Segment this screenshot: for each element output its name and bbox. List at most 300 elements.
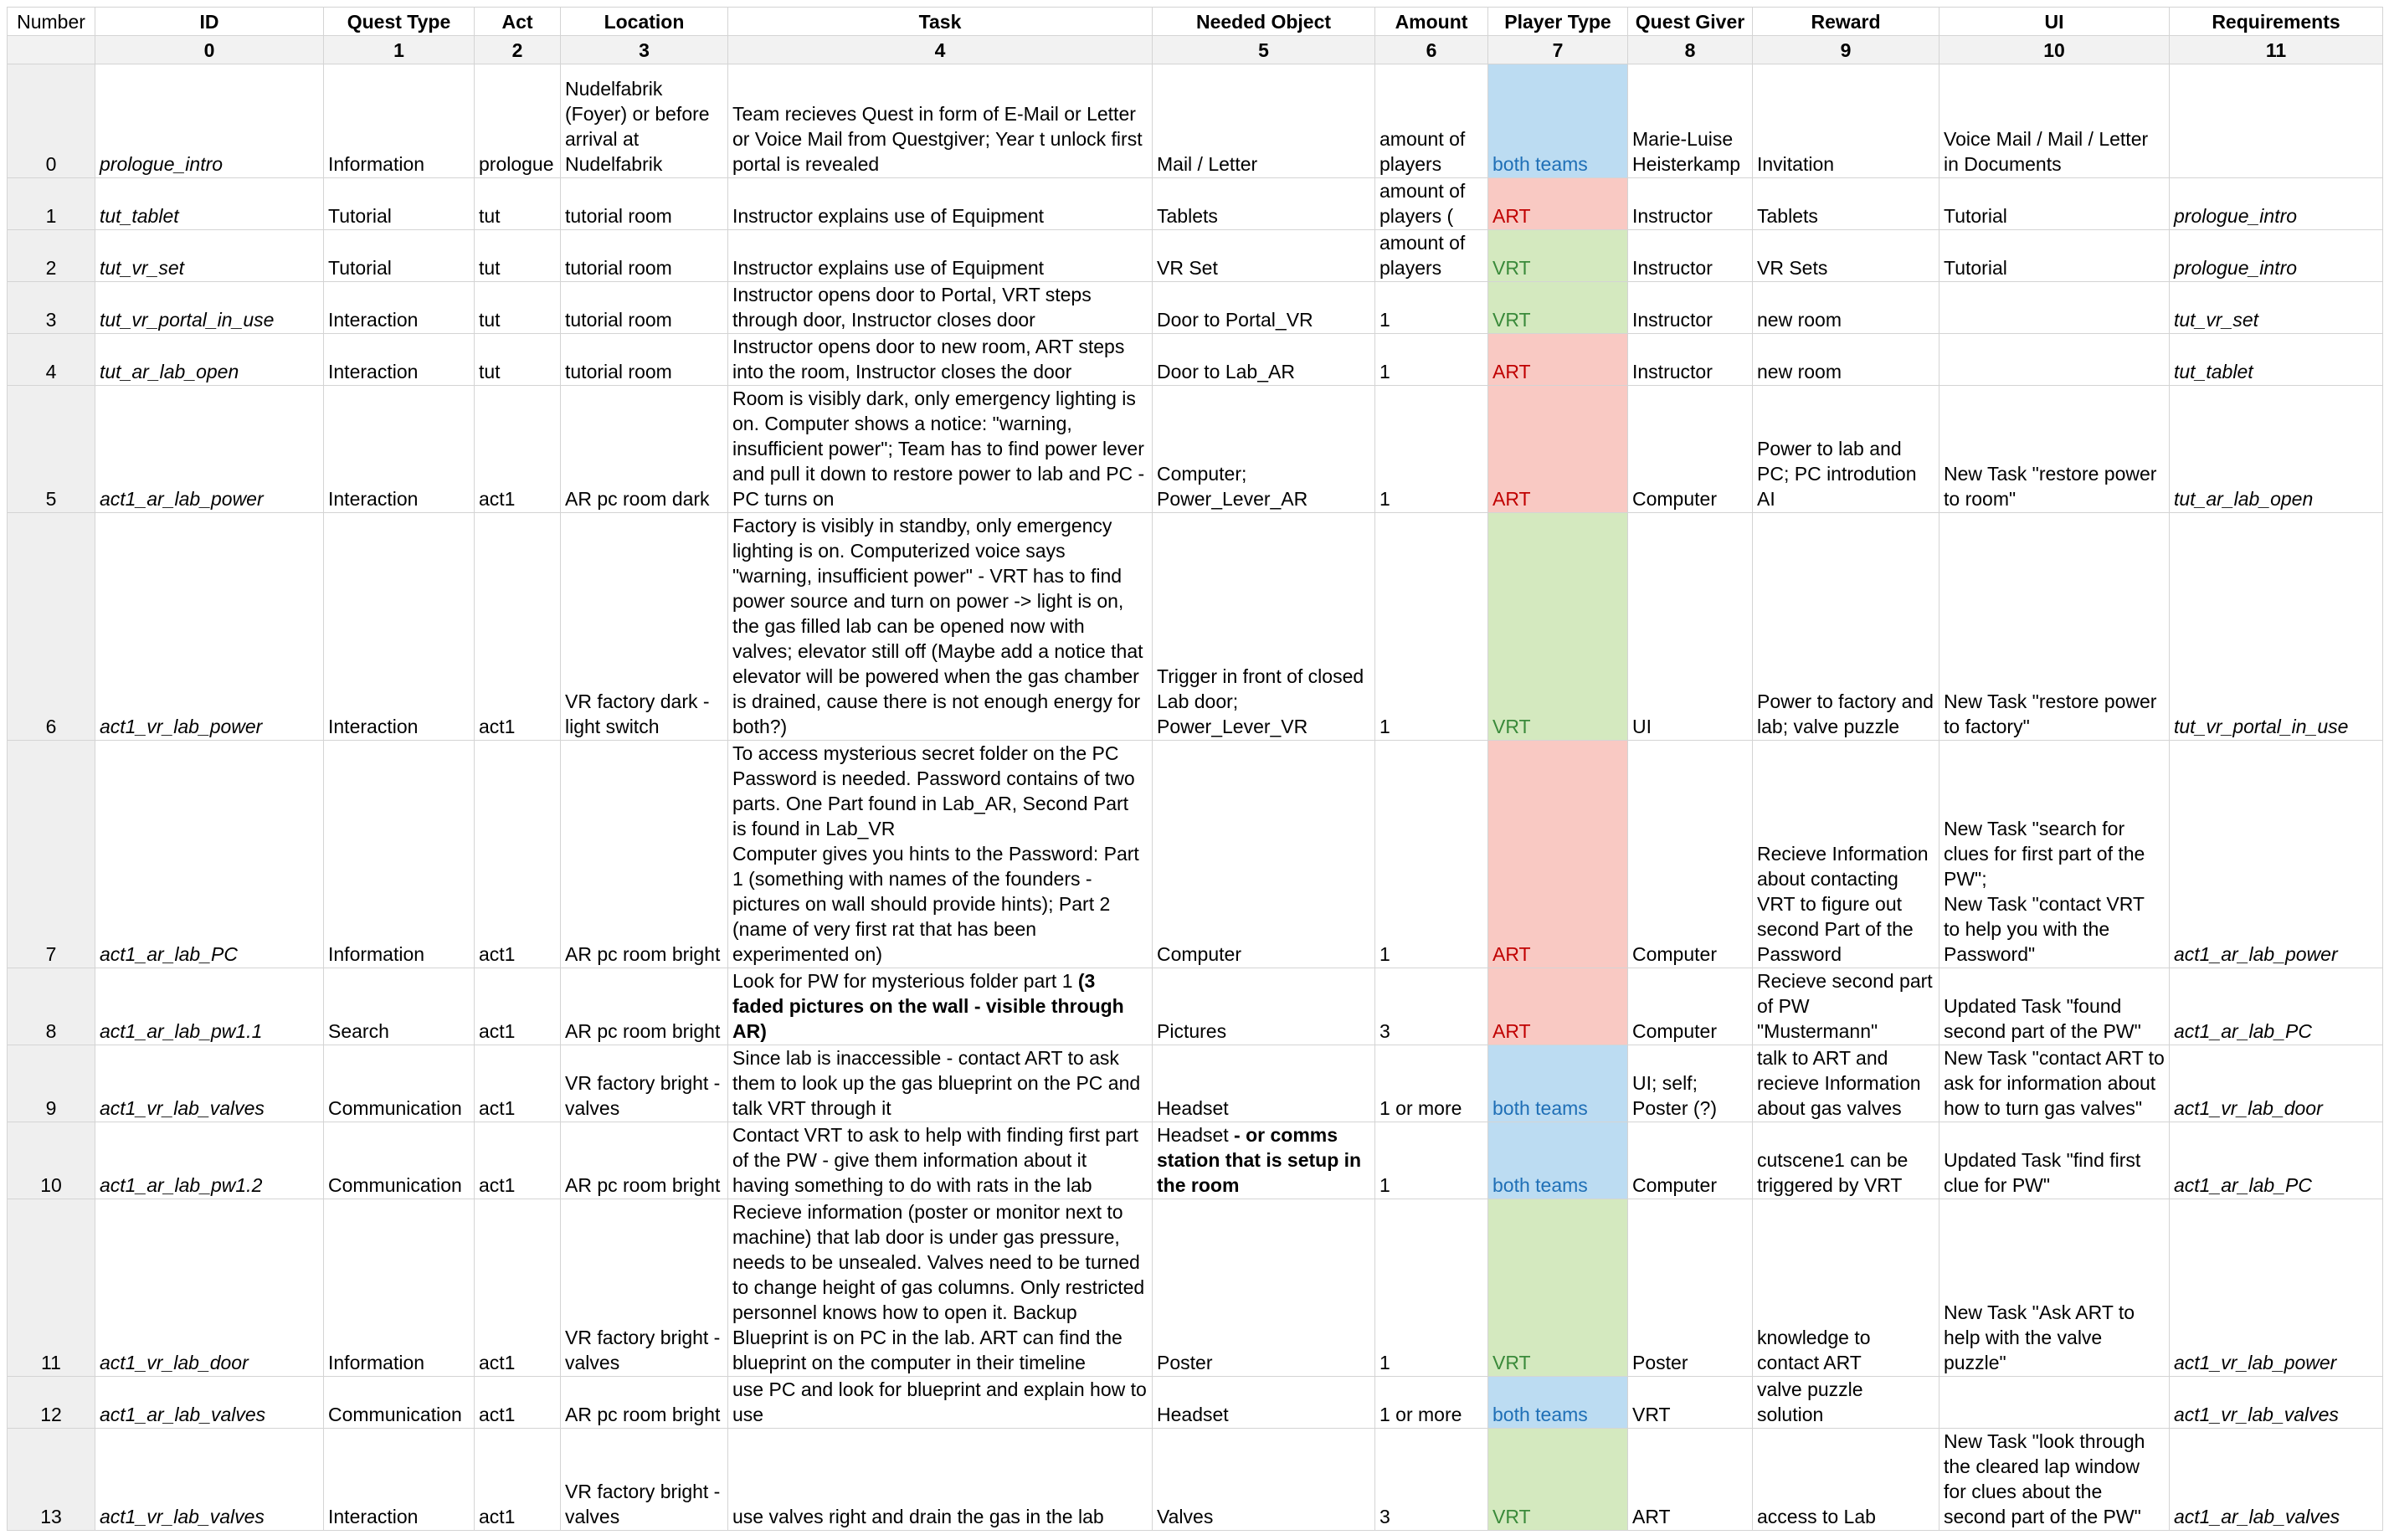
row-number-cell[interactable] [8, 334, 95, 386]
row-number-cell[interactable] [8, 1199, 95, 1377]
location-cell[interactable] [561, 282, 728, 334]
column-index-cell[interactable]: 9 [1753, 36, 1939, 64]
location-cell[interactable] [561, 968, 728, 1045]
row-number-text: 12 [40, 1404, 62, 1425]
table-row [8, 513, 2383, 741]
player-type-cell[interactable] [1488, 1045, 1628, 1122]
quest-giver-cell[interactable] [1628, 1122, 1753, 1199]
needed-object-cell[interactable] [1153, 1429, 1375, 1531]
amount-cell[interactable] [1375, 282, 1488, 334]
requirements-cell[interactable] [2170, 1199, 2383, 1377]
location-cell[interactable] [561, 1199, 728, 1377]
ui-cell[interactable] [1939, 1429, 2170, 1531]
act-cell[interactable] [475, 513, 561, 741]
task-text: use PC and look for blueprint and explain how to use [732, 1378, 1147, 1425]
player-type-cell[interactable] [1488, 230, 1628, 282]
ui-cell[interactable] [1939, 513, 2170, 741]
location-text: AR pc room dark [565, 488, 710, 510]
ui-cell[interactable] [1939, 334, 2170, 386]
location-cell[interactable] [561, 178, 728, 230]
location-cell[interactable] [561, 741, 728, 968]
quest-rows [8, 64, 2383, 1531]
quest-id-cell[interactable] [95, 282, 324, 334]
quest-id-cell[interactable] [95, 1429, 324, 1531]
row-number-cell[interactable] [8, 513, 95, 741]
quest-id-text: act1_ar_lab_pw1.1 [100, 1020, 263, 1042]
column-index-cell[interactable]: 5 [1153, 36, 1375, 64]
player-type-text: VRT [1492, 1352, 1531, 1373]
reward-cell[interactable] [1753, 230, 1939, 282]
needed-object-text: Headset [1157, 1404, 1229, 1425]
quest-type-cell[interactable] [324, 968, 475, 1045]
quest-giver-text: Computer [1632, 1174, 1717, 1196]
column-header[interactable]: Needed Object [1153, 8, 1375, 36]
needed-object-text: Headset [1157, 1124, 1229, 1146]
amount-cell[interactable] [1375, 1122, 1488, 1199]
quest-id-cell[interactable] [95, 741, 324, 968]
location-text: VR factory bright - valves [565, 1481, 721, 1527]
player-type-text: ART [1492, 205, 1531, 227]
amount-text: 1 [1379, 716, 1390, 737]
row-number-text: 3 [45, 309, 57, 331]
quest-type-cell[interactable] [324, 1429, 475, 1531]
reward-cell[interactable] [1753, 513, 1939, 741]
amount-cell[interactable] [1375, 513, 1488, 741]
column-header[interactable]: Act [475, 8, 561, 36]
row-number-cell[interactable] [8, 178, 95, 230]
column-header[interactable]: ID [95, 8, 324, 36]
quest-giver-cell[interactable] [1628, 1045, 1753, 1122]
column-header[interactable]: Amount [1375, 8, 1488, 36]
column-index-cell[interactable]: 8 [1628, 36, 1753, 64]
ui-cell[interactable] [1939, 386, 2170, 513]
task-cell[interactable] [728, 968, 1153, 1045]
requirements-cell[interactable] [2170, 741, 2383, 968]
quest-id-cell[interactable] [95, 1199, 324, 1377]
column-header[interactable]: Reward [1753, 8, 1939, 36]
act-cell[interactable] [475, 334, 561, 386]
act-cell[interactable] [475, 741, 561, 968]
task-text: Look for PW for mysterious folder part 1 [732, 970, 1073, 992]
column-index-cell[interactable] [8, 36, 95, 64]
act-cell[interactable] [475, 386, 561, 513]
row-number-text: 4 [45, 361, 57, 382]
amount-cell[interactable] [1375, 741, 1488, 968]
act-cell[interactable] [475, 178, 561, 230]
needed-object-cell[interactable] [1153, 178, 1375, 230]
player-type-text: both teams [1492, 153, 1588, 175]
ui-cell[interactable] [1939, 230, 2170, 282]
player-type-text: both teams [1492, 1404, 1588, 1425]
needed-object-cell[interactable] [1153, 230, 1375, 282]
location-text: tutorial room [565, 257, 672, 279]
requirements-cell[interactable] [2170, 1122, 2383, 1199]
column-header[interactable]: UI [1939, 8, 2170, 36]
reward-cell[interactable] [1753, 386, 1939, 513]
amount-cell[interactable] [1375, 64, 1488, 178]
task-cell[interactable] [728, 1199, 1153, 1377]
quest-type-text: Interaction [328, 716, 419, 737]
quest-type-cell[interactable] [324, 64, 475, 178]
row-number-text: 11 [41, 1352, 61, 1373]
act-cell[interactable] [475, 64, 561, 178]
quest-giver-text: Instructor [1632, 361, 1713, 382]
act-cell[interactable] [475, 230, 561, 282]
column-header[interactable]: Quest Giver [1628, 8, 1753, 36]
quest-id-cell[interactable] [95, 386, 324, 513]
reward-cell[interactable] [1753, 334, 1939, 386]
quest-id-cell[interactable] [95, 1377, 324, 1429]
column-index-cell[interactable]: 6 [1375, 36, 1488, 64]
task-text: Instructor explains use of Equipment [732, 205, 1045, 227]
amount-cell[interactable] [1375, 230, 1488, 282]
location-cell[interactable] [561, 1122, 728, 1199]
quest-type-cell[interactable] [324, 513, 475, 741]
needed-object-cell[interactable] [1153, 513, 1375, 741]
player-type-cell[interactable] [1488, 968, 1628, 1045]
needed-object-cell[interactable] [1153, 1122, 1375, 1199]
table-row [8, 1122, 2383, 1199]
row-number-cell[interactable] [8, 741, 95, 968]
quest-id-text: act1_ar_lab_pw1.2 [100, 1174, 263, 1196]
requirements-cell[interactable] [2170, 178, 2383, 230]
requirements-cell[interactable] [2170, 1429, 2383, 1531]
requirements-text: act1_vr_lab_power [2174, 1352, 2337, 1373]
row-number-text: 10 [40, 1174, 62, 1196]
quest-id-cell[interactable] [95, 1122, 324, 1199]
quest-id-text: tut_vr_set [100, 257, 184, 279]
column-index-cell[interactable]: 2 [475, 36, 561, 64]
ui-text: New Task "restore power to room" [1944, 463, 2157, 510]
needed-object-cell[interactable] [1153, 282, 1375, 334]
location-cell[interactable] [561, 1377, 728, 1429]
quest-giver-cell[interactable] [1628, 230, 1753, 282]
task-cell[interactable] [728, 513, 1153, 741]
amount-text: 1 or more [1379, 1404, 1462, 1425]
reward-cell[interactable] [1753, 1199, 1939, 1377]
reward-cell[interactable] [1753, 178, 1939, 230]
act-cell[interactable] [475, 968, 561, 1045]
task-cell[interactable] [728, 334, 1153, 386]
requirements-cell[interactable] [2170, 282, 2383, 334]
needed-object-text: VR Set [1157, 257, 1218, 279]
column-header[interactable]: Location [561, 8, 728, 36]
quest-id-cell[interactable] [95, 1045, 324, 1122]
ui-text: Tutorial [1944, 257, 2007, 279]
act-cell[interactable] [475, 1045, 561, 1122]
location-cell[interactable] [561, 1045, 728, 1122]
needed-object-text: Computer; Power_Lever_AR [1157, 463, 1308, 510]
location-cell[interactable] [561, 1429, 728, 1531]
act-text: act1 [479, 943, 516, 965]
ui-text: Tutorial [1944, 205, 2007, 227]
task-cell[interactable] [728, 1045, 1153, 1122]
act-text: act1 [479, 1097, 516, 1119]
location-cell[interactable] [561, 230, 728, 282]
ui-text: New Task "look through the cleared lap window for clues about the second part of the PW" [1944, 1430, 2145, 1527]
row-number-cell[interactable] [8, 230, 95, 282]
needed-object-cell[interactable] [1153, 1377, 1375, 1429]
quest-giver-cell[interactable] [1628, 334, 1753, 386]
player-type-cell[interactable] [1488, 513, 1628, 741]
needed-object-cell[interactable] [1153, 968, 1375, 1045]
quest-id-cell[interactable] [95, 230, 324, 282]
quest-giver-text: Computer [1632, 943, 1717, 965]
task-cell[interactable] [728, 282, 1153, 334]
quest-type-text: Communication [328, 1404, 462, 1425]
quest-id-text: tut_tablet [100, 205, 179, 227]
amount-text: 3 [1379, 1020, 1390, 1042]
needed-object-text: Pictures [1157, 1020, 1227, 1042]
ui-text: Updated Task "find first clue for PW" [1944, 1149, 2141, 1196]
quest-giver-text: VRT [1632, 1404, 1671, 1425]
requirements-cell[interactable] [2170, 386, 2383, 513]
requirements-cell[interactable] [2170, 513, 2383, 741]
needed-object-text: Valves [1157, 1506, 1214, 1527]
location-cell[interactable] [561, 513, 728, 741]
amount-cell[interactable] [1375, 968, 1488, 1045]
ui-cell[interactable] [1939, 282, 2170, 334]
amount-text: 1 [1379, 488, 1390, 510]
task-cell[interactable] [728, 741, 1153, 968]
player-type-cell[interactable] [1488, 1377, 1628, 1429]
quest-giver-cell[interactable] [1628, 513, 1753, 741]
player-type-cell[interactable] [1488, 1199, 1628, 1377]
task-cell[interactable] [728, 1122, 1153, 1199]
quest-id-cell[interactable] [95, 334, 324, 386]
column-index-cell[interactable]: 10 [1939, 36, 2170, 64]
requirements-cell[interactable] [2170, 230, 2383, 282]
requirements-text: tut_vr_portal_in_use [2174, 716, 2349, 737]
requirements-cell[interactable] [2170, 64, 2383, 178]
needed-object-cell[interactable] [1153, 741, 1375, 968]
player-type-cell[interactable] [1488, 1122, 1628, 1199]
ui-text: New Task "Ask ART to help with the valve puzzle" [1944, 1301, 2135, 1373]
amount-text: amount of players ( [1379, 180, 1466, 227]
amount-cell[interactable] [1375, 334, 1488, 386]
task-cell[interactable] [728, 1429, 1153, 1531]
player-type-cell[interactable] [1488, 386, 1628, 513]
needed-object-cell[interactable] [1153, 334, 1375, 386]
amount-cell[interactable] [1375, 1377, 1488, 1429]
quest-type-cell[interactable] [324, 1199, 475, 1377]
task-cell[interactable] [728, 1377, 1153, 1429]
quest-giver-cell[interactable] [1628, 1429, 1753, 1531]
needed-object-cell[interactable] [1153, 1199, 1375, 1377]
player-type-cell[interactable] [1488, 282, 1628, 334]
task-text: Instructor opens door to Portal, VRT steps through door, Instructor closes door [732, 284, 1092, 331]
location-text: VR factory bright - valves [565, 1327, 721, 1373]
quest-giver-cell[interactable] [1628, 1377, 1753, 1429]
reward-text: new room [1757, 309, 1842, 331]
act-text: tut [479, 309, 501, 331]
reward-cell[interactable] [1753, 64, 1939, 178]
column-header[interactable]: Task [728, 8, 1153, 36]
row-number-text: 1 [45, 205, 57, 227]
table-row [8, 178, 2383, 230]
act-cell[interactable] [475, 1377, 561, 1429]
amount-text: 1 [1379, 1174, 1390, 1196]
reward-text: Invitation [1757, 153, 1835, 175]
reward-cell[interactable] [1753, 1045, 1939, 1122]
requirements-cell[interactable] [2170, 334, 2383, 386]
act-cell[interactable] [475, 282, 561, 334]
quest-type-cell[interactable] [324, 741, 475, 968]
player-type-cell[interactable] [1488, 64, 1628, 178]
quest-giver-cell[interactable] [1628, 1199, 1753, 1377]
task-text: Team recieves Quest in form of E-Mail or Letter or Voice Mail from Questgiver; Year t unlock first portal is revealed [732, 103, 1143, 175]
task-cell[interactable] [728, 178, 1153, 230]
amount-cell[interactable] [1375, 1429, 1488, 1531]
column-header[interactable]: Requirements [2170, 8, 2383, 36]
reward-cell[interactable] [1753, 1377, 1939, 1429]
quest-type-cell[interactable] [324, 282, 475, 334]
row-number-cell[interactable] [8, 1377, 95, 1429]
quest-id-text: act1_vr_lab_valves [100, 1097, 265, 1119]
quest-type-cell[interactable] [324, 386, 475, 513]
column-index-cell[interactable]: 3 [561, 36, 728, 64]
ui-cell[interactable] [1939, 1122, 2170, 1199]
quest-type-cell[interactable] [324, 230, 475, 282]
player-type-text: ART [1492, 1020, 1531, 1042]
row-number-text: 2 [45, 257, 57, 279]
requirements-cell[interactable] [2170, 1045, 2383, 1122]
location-cell[interactable] [561, 64, 728, 178]
quest-giver-text: Poster [1632, 1352, 1688, 1373]
player-type-text: both teams [1492, 1097, 1588, 1119]
table-row [8, 282, 2383, 334]
task-cell[interactable] [728, 386, 1153, 513]
reward-text: Tablets [1757, 205, 1818, 227]
row-number-cell[interactable] [8, 968, 95, 1045]
quest-type-cell[interactable] [324, 1045, 475, 1122]
row-number-cell[interactable] [8, 1429, 95, 1531]
quest-id-text: prologue_intro [100, 153, 223, 175]
location-cell[interactable] [561, 386, 728, 513]
table-row [8, 968, 2383, 1045]
player-type-text: ART [1492, 488, 1531, 510]
quest-id-cell[interactable] [95, 968, 324, 1045]
quest-type-cell[interactable] [324, 1122, 475, 1199]
quest-type-cell[interactable] [324, 178, 475, 230]
row-number-cell[interactable] [8, 282, 95, 334]
column-header[interactable]: Number [8, 8, 95, 36]
quest-giver-cell[interactable] [1628, 386, 1753, 513]
quest-giver-cell[interactable] [1628, 741, 1753, 968]
column-header[interactable]: Player Type [1488, 8, 1628, 36]
row-number-cell[interactable] [8, 64, 95, 178]
act-cell[interactable] [475, 1429, 561, 1531]
quest-type-cell[interactable] [324, 334, 475, 386]
reward-cell[interactable] [1753, 741, 1939, 968]
needed-object-text: Tablets [1157, 205, 1218, 227]
act-text: act1 [479, 488, 516, 510]
act-cell[interactable] [475, 1122, 561, 1199]
location-text: tutorial room [565, 309, 672, 331]
ui-cell[interactable] [1939, 1045, 2170, 1122]
needed-object-cell[interactable] [1153, 1045, 1375, 1122]
ui-cell[interactable] [1939, 1199, 2170, 1377]
column-index-cell[interactable]: 1 [324, 36, 475, 64]
reward-cell[interactable] [1753, 282, 1939, 334]
amount-cell[interactable] [1375, 386, 1488, 513]
table-row [8, 1199, 2383, 1377]
player-type-cell[interactable] [1488, 178, 1628, 230]
act-cell[interactable] [475, 1199, 561, 1377]
reward-text: access to Lab [1757, 1506, 1876, 1527]
column-index-cell[interactable]: 0 [95, 36, 324, 64]
ui-text: Updated Task "found second part of the PW" [1944, 995, 2141, 1042]
task-cell[interactable] [728, 64, 1153, 178]
amount-cell[interactable] [1375, 178, 1488, 230]
column-index-cell[interactable]: 11 [2170, 36, 2383, 64]
column-index-cell[interactable]: 7 [1488, 36, 1628, 64]
column-index-cell[interactable]: 4 [728, 36, 1153, 64]
ui-text: Voice Mail / Mail / Letter in Documents [1944, 128, 2149, 175]
row-number-cell[interactable] [8, 1045, 95, 1122]
row-number-cell[interactable] [8, 386, 95, 513]
table-row [8, 386, 2383, 513]
reward-text: Recieve second part of PW "Mustermann" [1757, 970, 1933, 1042]
reward-text: Recieve Information about contacting VRT to figure out second Part of the Password [1757, 843, 1929, 965]
requirements-cell[interactable] [2170, 968, 2383, 1045]
quest-giver-cell[interactable] [1628, 64, 1753, 178]
ui-cell[interactable] [1939, 1377, 2170, 1429]
needed-object-cell[interactable] [1153, 64, 1375, 178]
quest-giver-cell[interactable] [1628, 968, 1753, 1045]
reward-cell[interactable] [1753, 1122, 1939, 1199]
reward-cell[interactable] [1753, 968, 1939, 1045]
amount-cell[interactable] [1375, 1199, 1488, 1377]
needed-object-text: Door to Lab_AR [1157, 361, 1295, 382]
quest-id-cell[interactable] [95, 513, 324, 741]
ui-cell[interactable] [1939, 741, 2170, 968]
task-bold-text: (3 faded pictures on the wall - visible through AR) [732, 970, 1124, 1042]
ui-cell[interactable] [1939, 968, 2170, 1045]
requirements-cell[interactable] [2170, 1377, 2383, 1429]
task-cell[interactable] [728, 230, 1153, 282]
quest-type-text: Tutorial [328, 205, 392, 227]
ui-cell[interactable] [1939, 178, 2170, 230]
row-number-text: 8 [45, 1020, 57, 1042]
reward-cell[interactable] [1753, 1429, 1939, 1531]
quest-id-cell[interactable] [95, 64, 324, 178]
ui-cell[interactable] [1939, 64, 2170, 178]
row-number-cell[interactable] [8, 1122, 95, 1199]
player-type-cell[interactable] [1488, 1429, 1628, 1531]
quest-giver-cell[interactable] [1628, 178, 1753, 230]
requirements-text: tut_vr_set [2174, 309, 2258, 331]
amount-cell[interactable] [1375, 1045, 1488, 1122]
task-text: Instructor opens door to new room, ART steps into the room, Instructor closes the door [732, 336, 1125, 382]
needed-object-text: Computer [1157, 943, 1241, 965]
player-type-cell[interactable] [1488, 741, 1628, 968]
quest-type-text: Communication [328, 1097, 462, 1119]
needed-object-cell[interactable] [1153, 386, 1375, 513]
player-type-text: ART [1492, 943, 1531, 965]
player-type-cell[interactable] [1488, 334, 1628, 386]
quest-id-text: act1_ar_lab_power [100, 488, 264, 510]
column-header[interactable]: Quest Type [324, 8, 475, 36]
location-cell[interactable] [561, 334, 728, 386]
quest-giver-text: Computer [1632, 488, 1717, 510]
quest-type-cell[interactable] [324, 1377, 475, 1429]
location-text: VR factory bright - valves [565, 1072, 721, 1119]
quest-id-cell[interactable] [95, 178, 324, 230]
row-number-text: 6 [45, 716, 57, 737]
table-row [8, 741, 2383, 968]
quest-giver-cell[interactable] [1628, 282, 1753, 334]
